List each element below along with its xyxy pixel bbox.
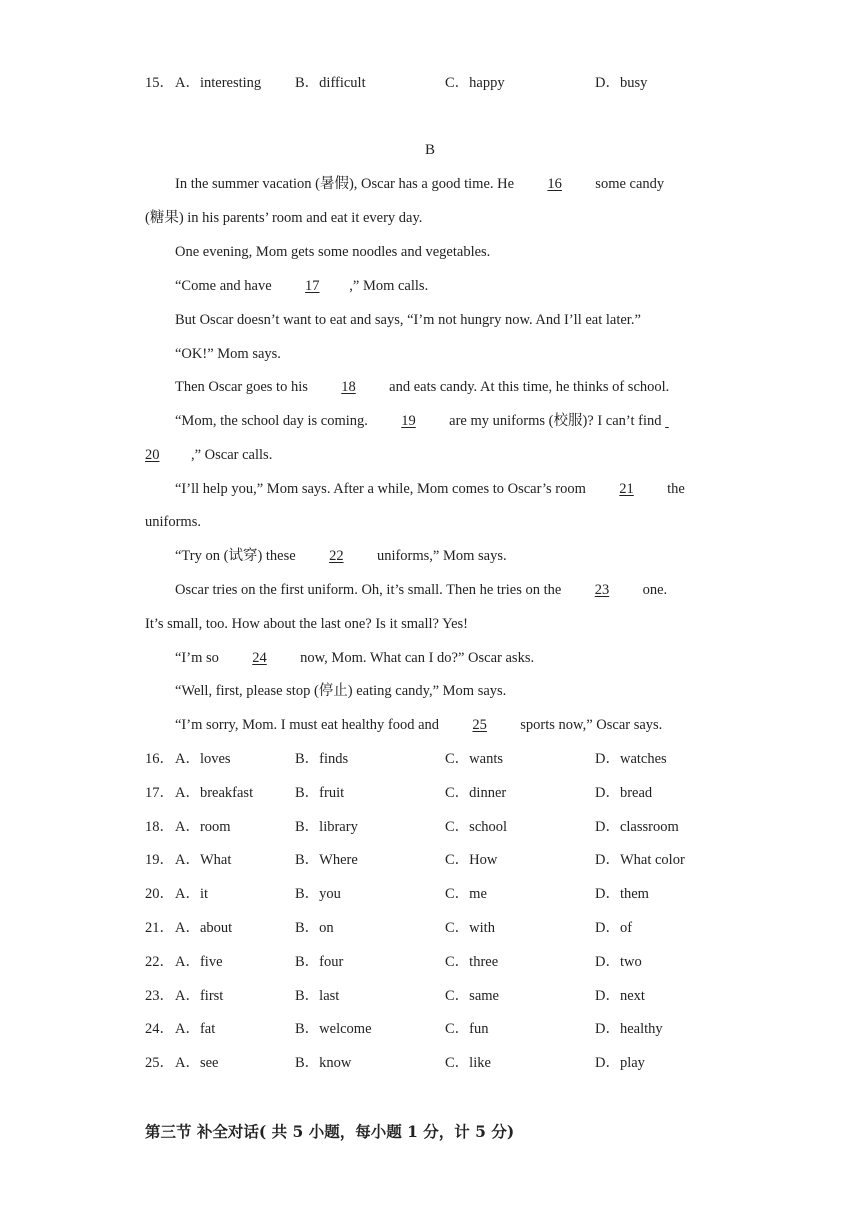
passage-line <box>145 208 720 228</box>
option-c: C．dinner <box>445 785 507 801</box>
option-c: C．me <box>445 886 487 902</box>
blank-20-start <box>665 411 683 431</box>
option-b: B．difficult <box>295 75 366 91</box>
passage-line <box>145 512 720 532</box>
question-number: 16． <box>145 751 174 767</box>
passage-line <box>175 546 720 566</box>
passage-line <box>175 242 720 262</box>
option-b: B．last <box>295 988 340 1004</box>
blank-17: 17 <box>305 278 320 294</box>
blank-22: 22 <box>329 548 344 564</box>
option-b: B．four <box>295 954 344 970</box>
passage-line <box>175 310 720 330</box>
passage-text: one. <box>642 582 668 598</box>
question-number: 25． <box>145 1055 174 1071</box>
passage-line <box>175 377 720 397</box>
blank-18: 18 <box>341 379 356 395</box>
option-b: B．Where <box>295 852 358 868</box>
question-number: 23． <box>145 988 174 1004</box>
option-a: A．room <box>175 819 231 835</box>
option-a: A．it <box>175 886 209 902</box>
option-c: C．same <box>445 988 499 1004</box>
option-b: B．finds <box>295 751 349 767</box>
option-d: D．busy <box>595 75 648 91</box>
option-b: B．know <box>295 1055 352 1071</box>
passage-text: “I’m sorry, Mom. I must eat healthy food and <box>175 717 443 733</box>
passage-text: uniforms,” Mom says. <box>376 548 507 564</box>
question-number: 19． <box>145 852 174 868</box>
question-number: 24． <box>145 1021 174 1037</box>
passage-line <box>175 411 720 431</box>
blank-24: 24 <box>252 650 267 666</box>
option-d: D．of <box>595 920 633 936</box>
passage-line <box>175 276 720 296</box>
option-a: A．breakfast <box>175 785 254 801</box>
section-heading: 第三节 补全对话( 共 5 小题，每小题 1 分，计 5 分) <box>145 1122 515 1141</box>
option-c: C．with <box>445 920 495 936</box>
option-d: D．watches <box>595 751 667 767</box>
passage-text: “I’ll help you,” Mom says. After a while, Mom comes to Oscar’s room <box>175 481 590 497</box>
passage-line <box>175 344 720 364</box>
passage-text: “Well, first, please stop (停止) eating candy,” Mom says. <box>175 683 507 699</box>
passage-line <box>145 614 720 634</box>
passage-text: the <box>667 481 685 497</box>
passage-line <box>175 681 720 701</box>
passage-text: “I’m so <box>175 650 223 666</box>
question-number: 22． <box>145 954 174 970</box>
blank-21: 21 <box>619 481 634 497</box>
passage-text: But Oscar doesn’t want to eat and says, “I’m not hungry now. And I’ll eat later.” <box>175 312 641 328</box>
option-d: D．bread <box>595 785 653 801</box>
passage-line <box>145 445 720 465</box>
passage-text: and eats candy. At this time, he thinks of school. <box>389 379 670 395</box>
option-d: D．them <box>595 886 649 902</box>
option-a: A．first <box>175 988 224 1004</box>
option-c: C．like <box>445 1055 491 1071</box>
passage-line <box>175 479 720 499</box>
option-d: D．play <box>595 1055 645 1071</box>
blank-16: 16 <box>547 176 562 192</box>
option-c: C．school <box>445 819 508 835</box>
passage-line <box>175 174 720 194</box>
passage-text: uniforms. <box>145 514 201 530</box>
passage-line <box>175 648 720 668</box>
option-a: A．five <box>175 954 223 970</box>
question-number: 21． <box>145 920 174 936</box>
option-a: A．loves <box>175 751 231 767</box>
option-c: C．wants <box>445 751 503 767</box>
passage-text: One evening, Mom gets some noodles and vegetables. <box>175 244 491 260</box>
option-d: D．next <box>595 988 645 1004</box>
passage-text: ,” Mom calls. <box>349 278 429 294</box>
question-number: 15． <box>145 75 174 91</box>
passage-text: In the summer vacation (暑假), Oscar has a good time. He <box>175 176 518 192</box>
passage-text: are my uniforms (校服)? I can’t find <box>449 413 666 429</box>
passage-text: “Come and have <box>175 278 276 294</box>
option-c: C．happy <box>445 75 505 91</box>
option-b: B．on <box>295 920 334 936</box>
blank-19: 19 <box>401 413 416 429</box>
option-c: C．fun <box>445 1021 489 1037</box>
option-a: A．about <box>175 920 233 936</box>
passage-line <box>175 715 720 735</box>
passage-line <box>175 580 720 600</box>
option-a: A．interesting <box>175 75 262 91</box>
passage-text: ,” Oscar calls. <box>191 447 273 463</box>
passage-heading: B <box>424 142 435 158</box>
blank-20: 20 <box>145 447 160 463</box>
passage-text: It’s small, too. How about the last one? Is it small? Yes! <box>145 616 468 632</box>
option-b: B．library <box>295 819 358 835</box>
option-c: C．three <box>445 954 499 970</box>
question-number: 20． <box>145 886 174 902</box>
passage-text: Oscar tries on the first uniform. Oh, it’s small. Then he tries on the <box>175 582 565 598</box>
question-number: 17． <box>145 785 174 801</box>
passage-text: sports now,” Oscar says. <box>520 717 663 733</box>
option-a: A．What <box>175 852 232 868</box>
passage-text: “Mom, the school day is coming. <box>175 413 372 429</box>
option-d: D．healthy <box>595 1021 663 1037</box>
option-a: A．fat <box>175 1021 216 1037</box>
option-d: D．What color <box>595 852 685 868</box>
question-number: 18． <box>145 819 174 835</box>
passage-text: Then Oscar goes to his <box>175 379 312 395</box>
passage-text: (糖果) in his parents’ room and eat it every day. <box>145 210 423 226</box>
blank-25: 25 <box>472 717 487 733</box>
passage-text: “OK!” Mom says. <box>175 346 281 362</box>
option-c: C．How <box>445 852 498 868</box>
option-a: A．see <box>175 1055 219 1071</box>
blank-23: 23 <box>594 582 610 598</box>
passage-text: some candy <box>595 176 665 192</box>
option-d: D．classroom <box>595 819 679 835</box>
option-b: B．welcome <box>295 1021 372 1037</box>
passage-text: “Try on (试穿) these <box>175 548 300 564</box>
passage-text: now, Mom. What can I do?” Oscar asks. <box>300 650 535 666</box>
option-b: B．fruit <box>295 785 345 801</box>
option-b: B．you <box>295 886 341 902</box>
option-d: D．two <box>595 954 642 970</box>
